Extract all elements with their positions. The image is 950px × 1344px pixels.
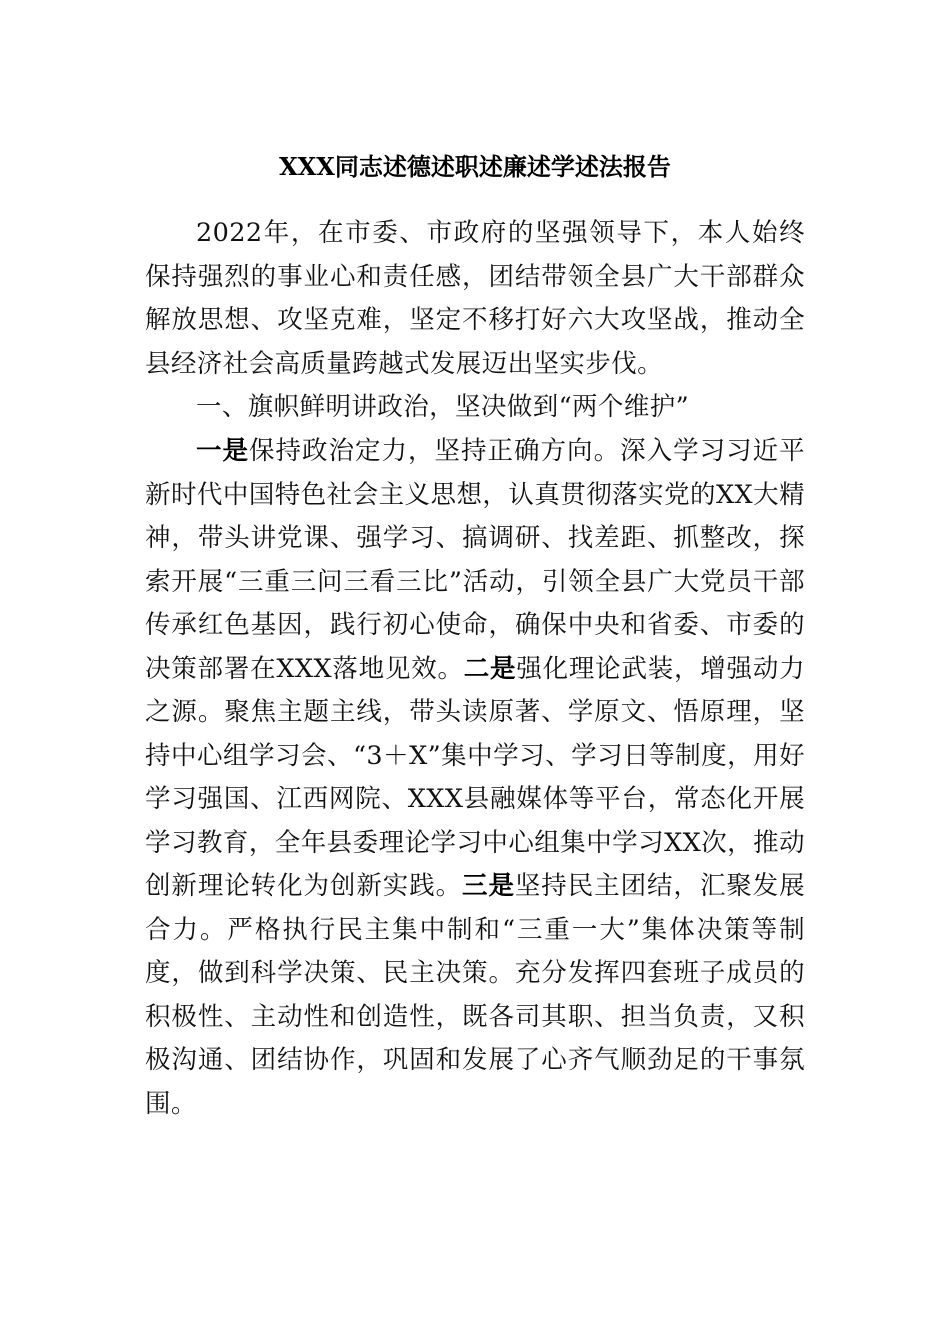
lead-phrase-2: 二是: [463, 653, 517, 684]
intro-paragraph: 2022年，在市委、市政府的坚强领导下，本人始终保持强烈的事业心和责任感，团结带领全县广大干部群众解放思想、攻坚克难，坚定不移打好六大攻坚战，推动全县经济社会高质量跨越式发展迈出坚实步伐。: [145, 218, 805, 379]
lead-phrase-3: 三是: [462, 871, 515, 901]
section-heading: 一、旗帜鲜明讲政治，坚决做到“两个维护”: [196, 392, 690, 422]
point-text-3: 坚持民主团结，汇聚发展合力。严格执行民主集中制和“三重一大”集体决策等制度，做到科学决策、民主决策。充分发挥四套班子成员的积极性、主动性和创造性，既各司其职、担当负责，又积极沟通、团结协作，巩固和发展了心齐气顺劲足的干事氛围。: [145, 871, 805, 1119]
point-text-1: 保持政治定力，坚持正确方向。深入学习习近平新时代中国特色社会主义思想，认真贯彻落实党的XX大精神，带头讲党课、强学习、搞调研、找差距、抓整改，探索开展“三重三问三看三比”活动，引领全县广大党员干部传承红色基因，践行初心使命，确保中央和省委、市委的决策部署在XXX落地见效。: [145, 436, 805, 684]
section-paragraph: [145, 430, 805, 1126]
point-text-2: 强化理论武装，增强动力之源。聚焦主题主线，带头读原著、学原文、悟原理，坚持中心组学习会、“3＋X”集中学习、学习日等制度，用好学习强国、江西网院、XXX县融媒体等平台，常态化开展学习教育，全年县委理论学习中心组集中学习XX次，推动创新理论转化为创新实践。: [145, 653, 805, 901]
lead-phrase-1: 一是: [196, 436, 250, 466]
document-title: XXX同志述德述职述廉述学述法报告: [279, 152, 671, 181]
